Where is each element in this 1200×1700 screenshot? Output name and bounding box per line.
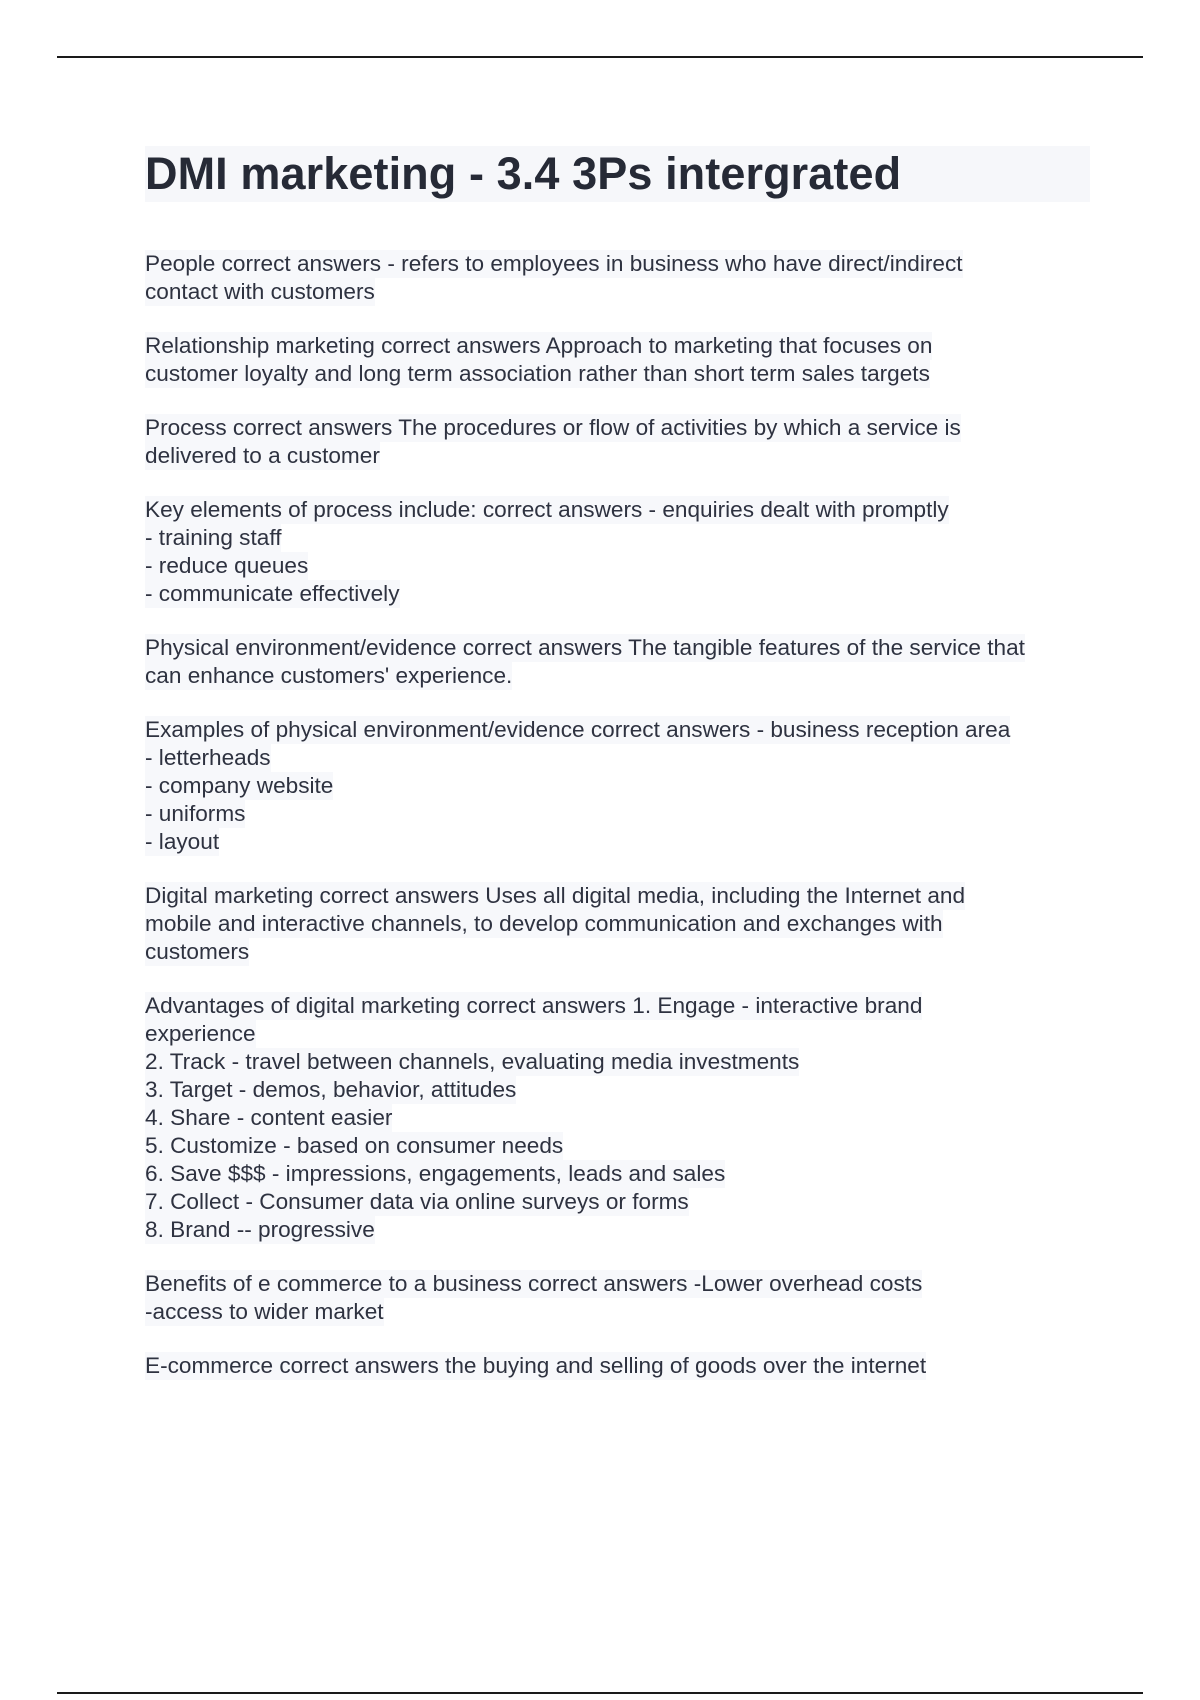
entry-line: - uniforms [145, 801, 246, 826]
entry-line: - company website [145, 773, 334, 798]
flashcard-entry [145, 716, 1090, 856]
entry-line: -access to wider market [145, 1299, 384, 1324]
entry-line: Digital marketing correct answers Uses all digital media, including the Internet and [145, 883, 966, 908]
entry-line: Physical environment/evidence correct answers The tangible features of the service that [145, 635, 1025, 660]
flashcard-entry [145, 1352, 1090, 1380]
flashcard-list [145, 250, 1090, 1380]
flashcard-entry [145, 992, 1090, 1244]
bottom-divider [57, 1692, 1143, 1694]
entry-line: Benefits of e commerce to a business correct answers -Lower overhead costs [145, 1271, 923, 1296]
entry-line: mobile and interactive channels, to develop communication and exchanges with [145, 911, 943, 936]
top-divider [57, 56, 1143, 58]
entry-line: customers [145, 939, 250, 964]
entry-line: 6. Save $$$ - impressions, engagements, leads and sales [145, 1161, 726, 1186]
entry-line: E-commerce correct answers the buying and selling of goods over the internet [145, 1353, 927, 1378]
entry-line: 5. Customize - based on consumer needs [145, 1133, 564, 1158]
entry-line: delivered to a customer [145, 443, 380, 468]
document-page [145, 146, 1090, 1406]
entry-line: customer loyalty and long term association rather than short term sales targets [145, 361, 930, 386]
entry-line: Process correct answers The procedures or flow of activities by which a service is [145, 415, 961, 440]
entry-line: - reduce queues [145, 553, 309, 578]
flashcard-entry [145, 882, 1090, 966]
entry-line: - communicate effectively [145, 581, 400, 606]
entry-line: Relationship marketing correct answers Approach to marketing that focuses on [145, 333, 933, 358]
entry-line: Examples of physical environment/evidence correct answers - business reception area [145, 717, 1011, 742]
entry-line: Advantages of digital marketing correct answers 1. Engage - interactive brand [145, 993, 923, 1018]
entry-line: Key elements of process include: correct answers - enquiries dealt with promptly [145, 497, 949, 522]
entry-line: 8. Brand -- progressive [145, 1217, 375, 1242]
flashcard-entry [145, 1270, 1090, 1326]
flashcard-entry [145, 634, 1090, 690]
flashcard-entry [145, 414, 1090, 470]
entry-line: contact with customers [145, 279, 375, 304]
flashcard-entry [145, 496, 1090, 608]
entry-line: People correct answers - refers to employees in business who have direct/indirect [145, 251, 963, 276]
title-block [145, 146, 1090, 202]
entry-line: - layout [145, 829, 220, 854]
entry-line: 3. Target - demos, behavior, attitudes [145, 1077, 517, 1102]
entry-line: 4. Share - content easier [145, 1105, 393, 1130]
document-title: DMI marketing - 3.4 3Ps intergrated [145, 148, 902, 199]
entry-line: experience [145, 1021, 256, 1046]
flashcard-entry [145, 250, 1090, 306]
entry-line: - letterheads [145, 745, 271, 770]
flashcard-entry [145, 332, 1090, 388]
entry-line: 7. Collect - Consumer data via online surveys or forms [145, 1189, 689, 1214]
entry-line: can enhance customers' experience. [145, 663, 513, 688]
entry-line: - training staff [145, 525, 282, 550]
entry-line: 2. Track - travel between channels, evaluating media investments [145, 1049, 800, 1074]
